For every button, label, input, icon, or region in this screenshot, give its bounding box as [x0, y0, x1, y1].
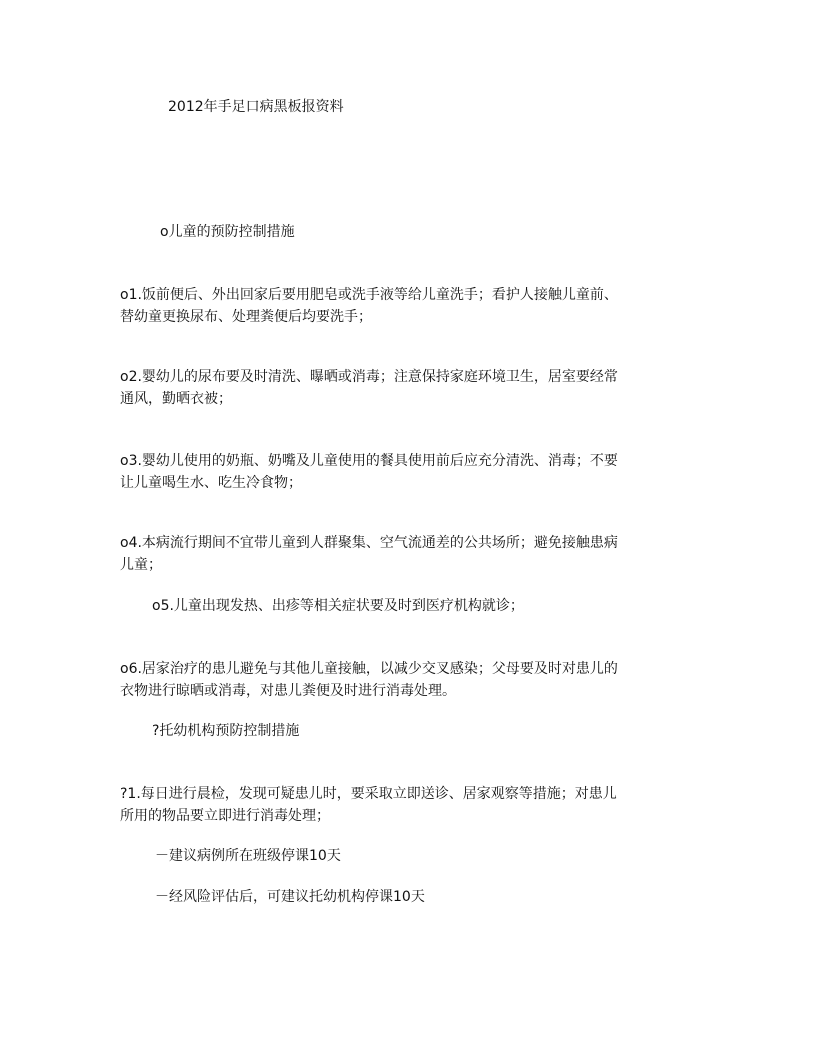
list-item-3 [120, 450, 696, 494]
list-item-4 [120, 532, 696, 576]
list-item-6-line-2: 衣物进行晾晒或消毒，对患儿粪便及时进行消毒处理。 [120, 683, 456, 699]
section-heading-children: o儿童的预防控制措施 [160, 224, 295, 240]
list-item-1 [120, 284, 696, 328]
childcare-item-1-line-2: 所用的物品要立即进行消毒处理； [120, 808, 330, 824]
list-item-6-line-1: o6.居家治疗的患儿避免与其他儿童接触，以减少交叉感染；父母要及时对患儿的 [120, 661, 618, 677]
list-item-4-line-2: 儿童； [120, 557, 162, 573]
list-item-5: o5.儿童出现发热、出疹等相关症状要及时到医疗机构就诊； [152, 598, 524, 614]
list-item-3-line-1: o3.婴幼儿使用的奶瓶、奶嘴及儿童使用的餐具使用前后应充分清洗、消毒；不要 [120, 453, 618, 469]
childcare-item-1 [120, 783, 696, 827]
list-item-6 [120, 658, 696, 702]
list-item-4-line-1: o4.本病流行期间不宜带儿童到人群聚集、空气流通差的公共场所；避免接触患病 [120, 535, 618, 551]
document-title: 2012年手足口病黑板报资料 [168, 99, 344, 115]
bullet-facility-suspension: －经风险评估后，可建议托幼机构停课10天 [155, 889, 425, 905]
bullet-class-suspension: －建议病例所在班级停课10天 [155, 848, 341, 864]
childcare-item-1-line-1: ?1.每日进行晨检，发现可疑患儿时，要采取立即送诊、居家观察等措施；对患儿 [120, 786, 617, 802]
list-item-2-line-2: 通风，勤晒衣被； [120, 391, 232, 407]
list-item-1-line-1: o1.饭前便后、外出回家后要用肥皂或洗手液等给儿童洗手；看护人接触儿童前、 [120, 287, 618, 303]
list-item-3-line-2: 让儿童喝生水、吃生冷食物； [120, 475, 302, 491]
list-item-1-line-2: 替幼童更换尿布、处理粪便后均要洗手； [120, 309, 372, 325]
list-item-2 [120, 366, 696, 410]
section-heading-childcare: ?托幼机构预防控制措施 [152, 723, 300, 739]
list-item-2-line-1: o2.婴幼儿的尿布要及时清洗、曝晒或消毒；注意保持家庭环境卫生，居室要经常 [120, 369, 618, 385]
